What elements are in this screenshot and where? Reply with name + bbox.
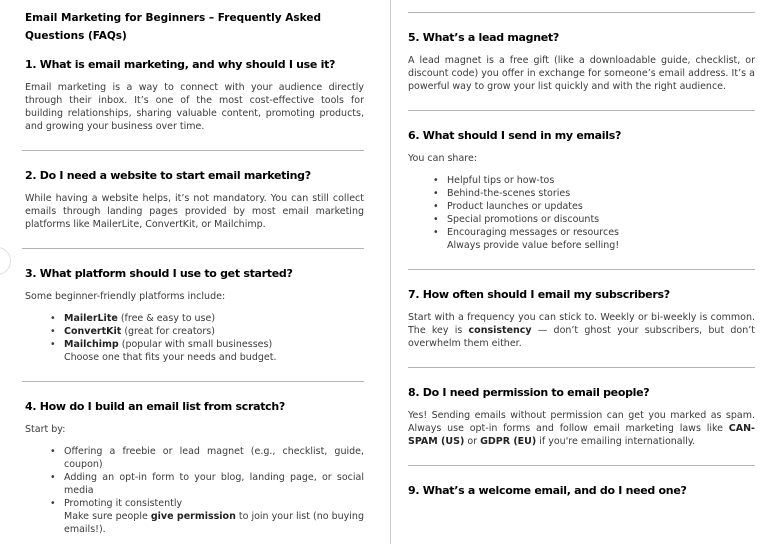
text-run: Start with a frequency you can stick to. Weekly or bi-weekly is common. The key is (408, 312, 755, 336)
answer-paragraph (25, 423, 364, 436)
list-item (64, 445, 364, 471)
text-run: Offering a freebie or lead magnet (e.g., checklist, guide, coupon) (64, 446, 364, 470)
answer-list (408, 174, 755, 252)
question-heading: 5. What’s a lead magnet? (408, 31, 559, 44)
bold-text-run: GDPR (EU) (480, 436, 537, 447)
text-run: Email marketing is a way to connect with your audience directly through their inbox. It’s one of the most cost-effective tools for building relationships, sharing valuable content, promoting products, and growing your business over time. (25, 82, 364, 132)
question-heading: 1. What is email marketing, and why should I use it? (25, 58, 336, 71)
answer-list (25, 312, 364, 364)
text-run: if you're emailing internationally. (536, 436, 696, 447)
answer-paragraph (25, 290, 364, 303)
text-run: Choose one that fits your needs and budget. (64, 352, 277, 363)
question-heading: 2. Do I need a website to start email marketing? (25, 169, 311, 182)
text-run: Make sure people (64, 511, 151, 522)
list-item (447, 226, 755, 252)
text-run: Yes! Sending emails without permission can get you marked as spam. Always use opt-in forms and follow email marketing laws like (408, 410, 755, 434)
question-heading: 6. What should I send in my emails? (408, 129, 622, 142)
question-heading: 9. What’s a welcome email, and do I need one? (408, 484, 687, 497)
answer-paragraph (408, 409, 755, 448)
list-item (64, 338, 364, 364)
text-run: Helpful tips or how-tos (447, 175, 555, 186)
bold-text-run: CAN-SPAM (US) (408, 423, 755, 447)
right-column (391, 0, 768, 544)
text-run: (free & easy to use) (117, 313, 216, 324)
document-title: Email Marketing for Beginners – Frequently Asked Questions (FAQs) (25, 12, 321, 42)
text-run: Always provide value before selling! (447, 240, 620, 251)
bold-text-run: consistency (468, 325, 532, 336)
list-item (64, 471, 364, 497)
list-item (64, 497, 364, 536)
text-run: Adding an opt-in form to your blog, landing page, or social media (64, 472, 364, 496)
text-run: While having a website helps, it’s not mandatory. You can still collect emails through landing pages provided by most email marketing platforms like MailerLite, ConvertKit, or Mailchimp. (25, 193, 364, 230)
answer-paragraph (408, 54, 755, 93)
section-divider (408, 110, 755, 111)
text-run: Product launches or updates (447, 201, 583, 212)
list-item (447, 174, 755, 187)
list-item (447, 213, 755, 226)
text-run: (popular with small businesses) (118, 339, 273, 350)
list-item (447, 187, 755, 200)
text-run: or (464, 436, 481, 447)
text-run: Encouraging messages or resources (447, 227, 619, 238)
text-run: Special promotions or discounts (447, 214, 600, 225)
bold-text-run: give permission (150, 511, 236, 522)
section-divider (22, 150, 364, 151)
question-heading: 4. How do I build an email list from scratch? (25, 400, 285, 413)
text-run: to join your list (no buying emails!). (64, 511, 364, 535)
section-divider (408, 269, 755, 270)
text-run: — don’t ghost your subscribers, but don’t overwhelm them either. (408, 325, 755, 349)
list-item (447, 200, 755, 213)
answer-paragraph (408, 311, 755, 350)
section-divider (408, 367, 755, 368)
section-divider (22, 248, 364, 249)
text-run: Behind-the-scenes stories (447, 188, 571, 199)
question-heading: 3. What platform should I use to get started? (25, 267, 293, 280)
answer-paragraph (408, 152, 755, 165)
text-run: A lead magnet is a free gift (like a downloadable guide, checklist, or discount code) you offer in exchange for someone’s email address. It’s a powerful way to grow your list quickly and with the right audience. (408, 55, 755, 92)
bold-text-run: Mailchimp (64, 339, 119, 350)
question-heading: 8. Do I need permission to email people? (408, 386, 650, 399)
section-divider (408, 465, 755, 466)
text-run: Promoting it consistently (64, 498, 183, 509)
text-run: You can share: (408, 153, 478, 164)
section-divider (22, 381, 364, 382)
text-run: Some beginner-friendly platforms include: (25, 291, 226, 302)
question-heading: 7. How often should I email my subscribers? (408, 288, 670, 301)
text-run: Start by: (25, 424, 66, 435)
bold-text-run: ConvertKit (64, 326, 122, 337)
list-item (64, 325, 364, 338)
section-divider (408, 12, 755, 13)
text-run: (great for creators) (121, 326, 215, 337)
answer-list (25, 445, 364, 536)
bold-text-run: MailerLite (64, 313, 118, 324)
answer-paragraph (25, 81, 364, 133)
list-item (64, 312, 364, 325)
answer-paragraph (25, 192, 364, 231)
